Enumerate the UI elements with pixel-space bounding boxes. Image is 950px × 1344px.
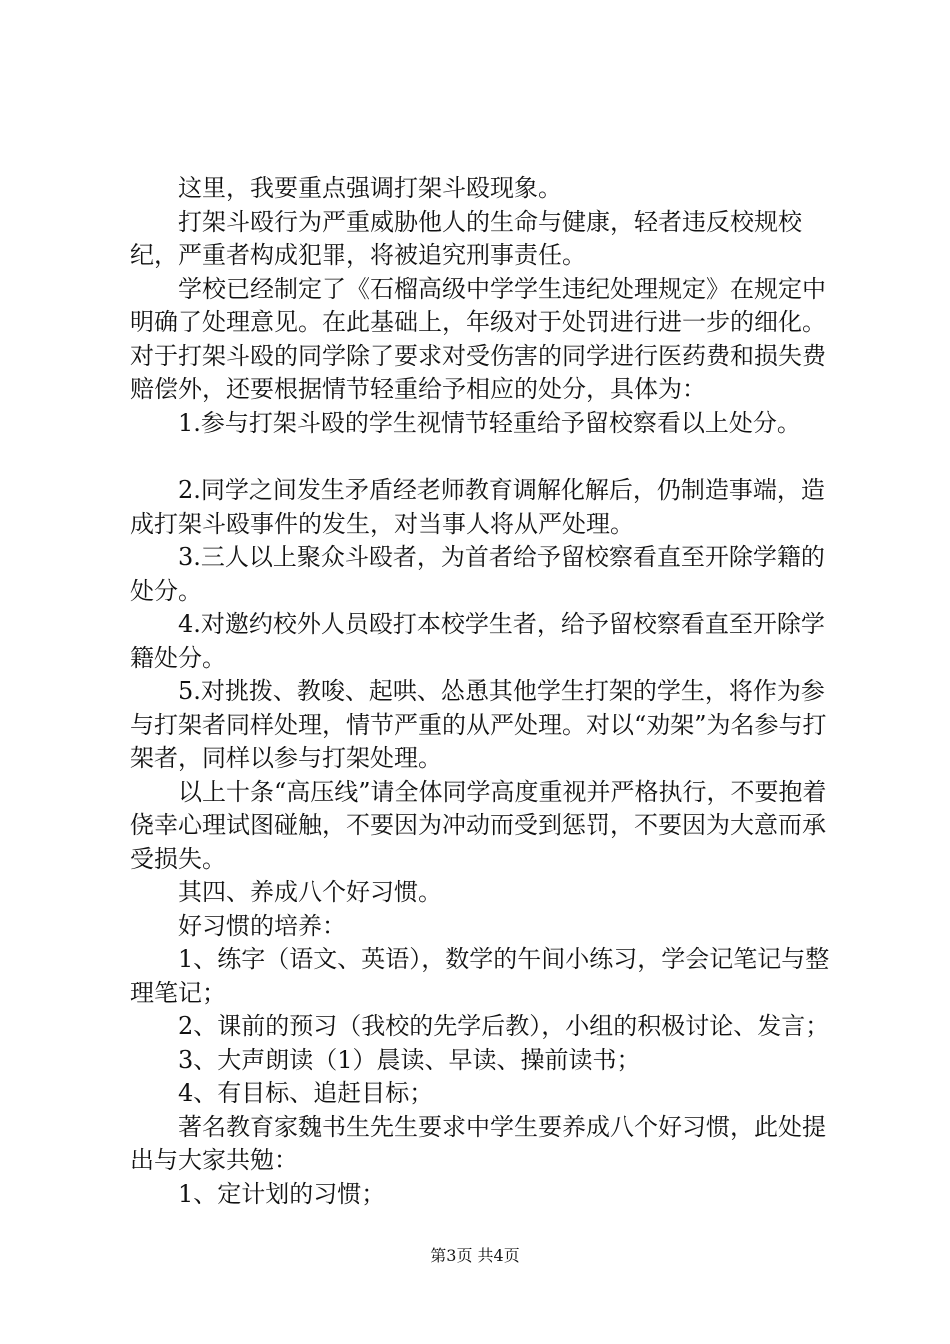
paragraph: 4、有目标、追赶目标； bbox=[178, 1079, 434, 1107]
paragraph: 以上十条“高压线”请全体同学高度重视并严格执行，不要抱着侥幸心理试图碰触，不要因为冲动而受到惩罚，不要因为大意而承受损失。 bbox=[130, 777, 827, 873]
paragraph: 1、练字（语文、英语），数学的午间小练习，学会记笔记与整理笔记； bbox=[130, 945, 830, 1007]
paragraph: 这里，我要重点强调打架斗殴现象。 bbox=[178, 174, 562, 202]
paragraph: 5.对挑拨、教唆、起哄、怂恿其他学生打架的学生，将作为参与打架者同样处理，情节严重的从严处理。对以“劝架”为名参与打架者，同样以参与打架处理。 bbox=[130, 677, 827, 772]
paragraph: 打架斗殴行为严重威胁他人的生命与健康，轻者违反校规校纪，严重者构成犯罪，将被追究刑事责任。 bbox=[130, 207, 802, 269]
paragraph: 其四、养成八个好习惯。 bbox=[178, 878, 442, 906]
paragraph: 4.对邀约校外人员殴打本校学生者，给予留校察看直至开除学籍处分。 bbox=[130, 610, 825, 672]
page-number-footer: 第3页 共4页 bbox=[430, 1246, 520, 1265]
paragraph: 2、课前的预习（我校的先学后教），小组的积极讨论、发言； bbox=[178, 1012, 830, 1040]
paragraph: 学校已经制定了《石榴高级中学学生违纪处理规定》在规定中明确了处理意见。在此基础上，年级对于处罚进行进一步的细化。对于打架斗殴的同学除了要求对受伤害的同学进行医药费和损失费赔偿外，还要根据情节轻重给予相应的处分，具体为： bbox=[130, 274, 826, 403]
paragraph: 著名教育家魏书生先生要求中学生要养成八个好习惯，此处提出与大家共勉： bbox=[130, 1112, 826, 1174]
paragraph: 1、定计划的习惯； bbox=[178, 1179, 386, 1208]
document-body bbox=[130, 172, 830, 1211]
paragraph: 3、大声朗读（1）晨读、早读、操前读书； bbox=[178, 1045, 641, 1074]
paragraph: 1.参与打架斗殴的学生视情节轻重给予留校察看以上处分。 bbox=[178, 408, 801, 437]
paragraph: 3.三人以上聚众斗殴者，为首者给予留校察看直至开除学籍的处分。 bbox=[130, 543, 825, 605]
paragraph: 2.同学之间发生矛盾经老师教育调解化解后，仍制造事端，造成打架斗殴事件的发生，对当事人将从严处理。 bbox=[130, 476, 825, 538]
paragraph: 好习惯的培养： bbox=[178, 911, 346, 940]
